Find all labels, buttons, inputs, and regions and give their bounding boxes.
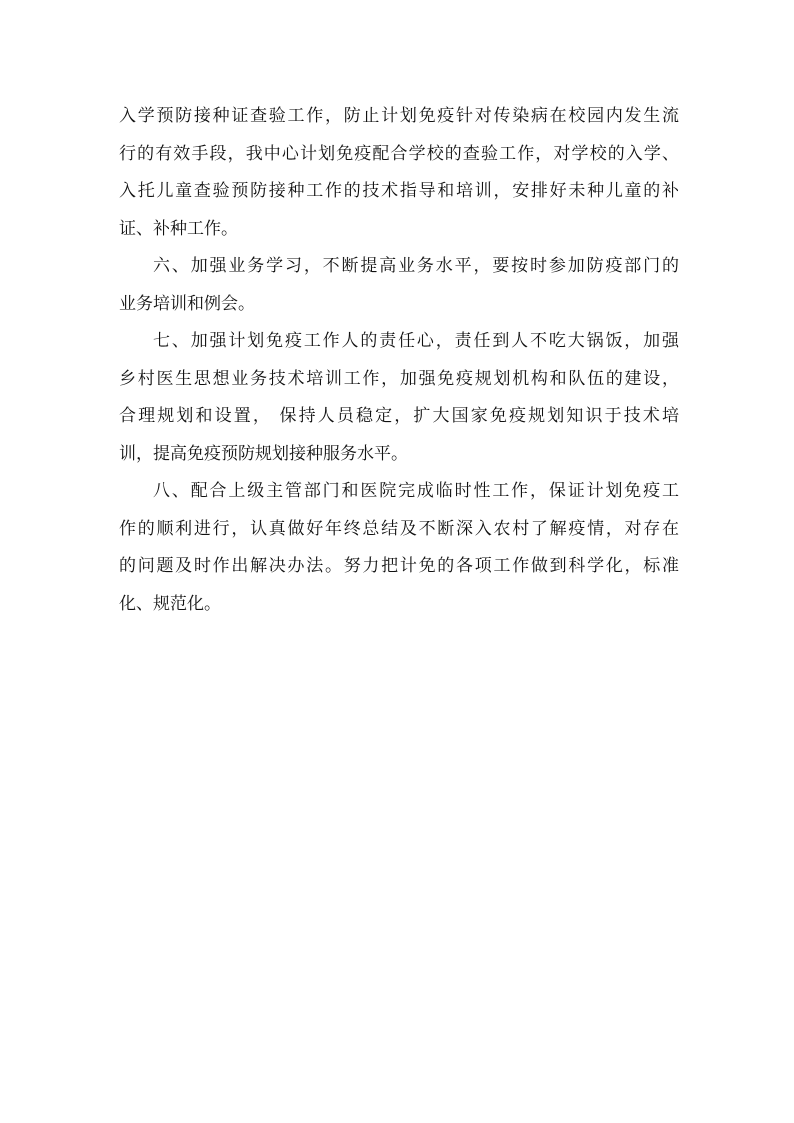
text-line: 入托儿童查验预防接种工作的技术指导和培训，安排好未种儿童的补 — [119, 181, 679, 201]
text-line: 合理规划和设置， 保持人员稳定，扩大国家免疫规划知识于技术培 — [119, 406, 679, 426]
text-line: 作的顺利进行，认真做好年终总结及不断深入农村了解疫情，对存在 — [119, 518, 679, 539]
paragraph-item-seven — [119, 323, 679, 473]
text-line: 八、配合上级主管部门和医院完成临时性工作，保证计划免疫工 — [153, 481, 679, 501]
text-line: 行的有效手段，我中心计划免疫配合学校的查验工作，对学校的入学、 — [119, 143, 679, 164]
text-line: 七、加强计划免疫工作人的责任心，责任到人不吃大锅饭，加强 — [153, 331, 679, 351]
text-line: 入学预防接种证查验工作，防止计划免疫针对传染病在校园内发生流 — [119, 106, 679, 126]
text-line: 乡村医生思想业务技术培训工作，加强免疫规划机构和队伍的建设， — [119, 368, 679, 389]
text-line: 训，提高免疫预防规划接种服务水平。 — [119, 443, 408, 464]
paragraph-item-eight — [119, 473, 679, 623]
paragraph-item-six — [119, 248, 679, 323]
document-body — [119, 98, 679, 623]
text-line: 六、加强业务学习，不断提高业务水平，要按时参加防疫部门的 — [153, 256, 679, 276]
text-line: 的问题及时作出解决办法。努力把计免的各项工作做到科学化，标准 — [119, 556, 679, 576]
text-line: 证、补种工作。 — [119, 218, 238, 239]
paragraph-continuation — [119, 98, 679, 248]
text-line: 业务培训和例会。 — [119, 293, 255, 314]
text-line: 化、规范化。 — [119, 593, 221, 614]
